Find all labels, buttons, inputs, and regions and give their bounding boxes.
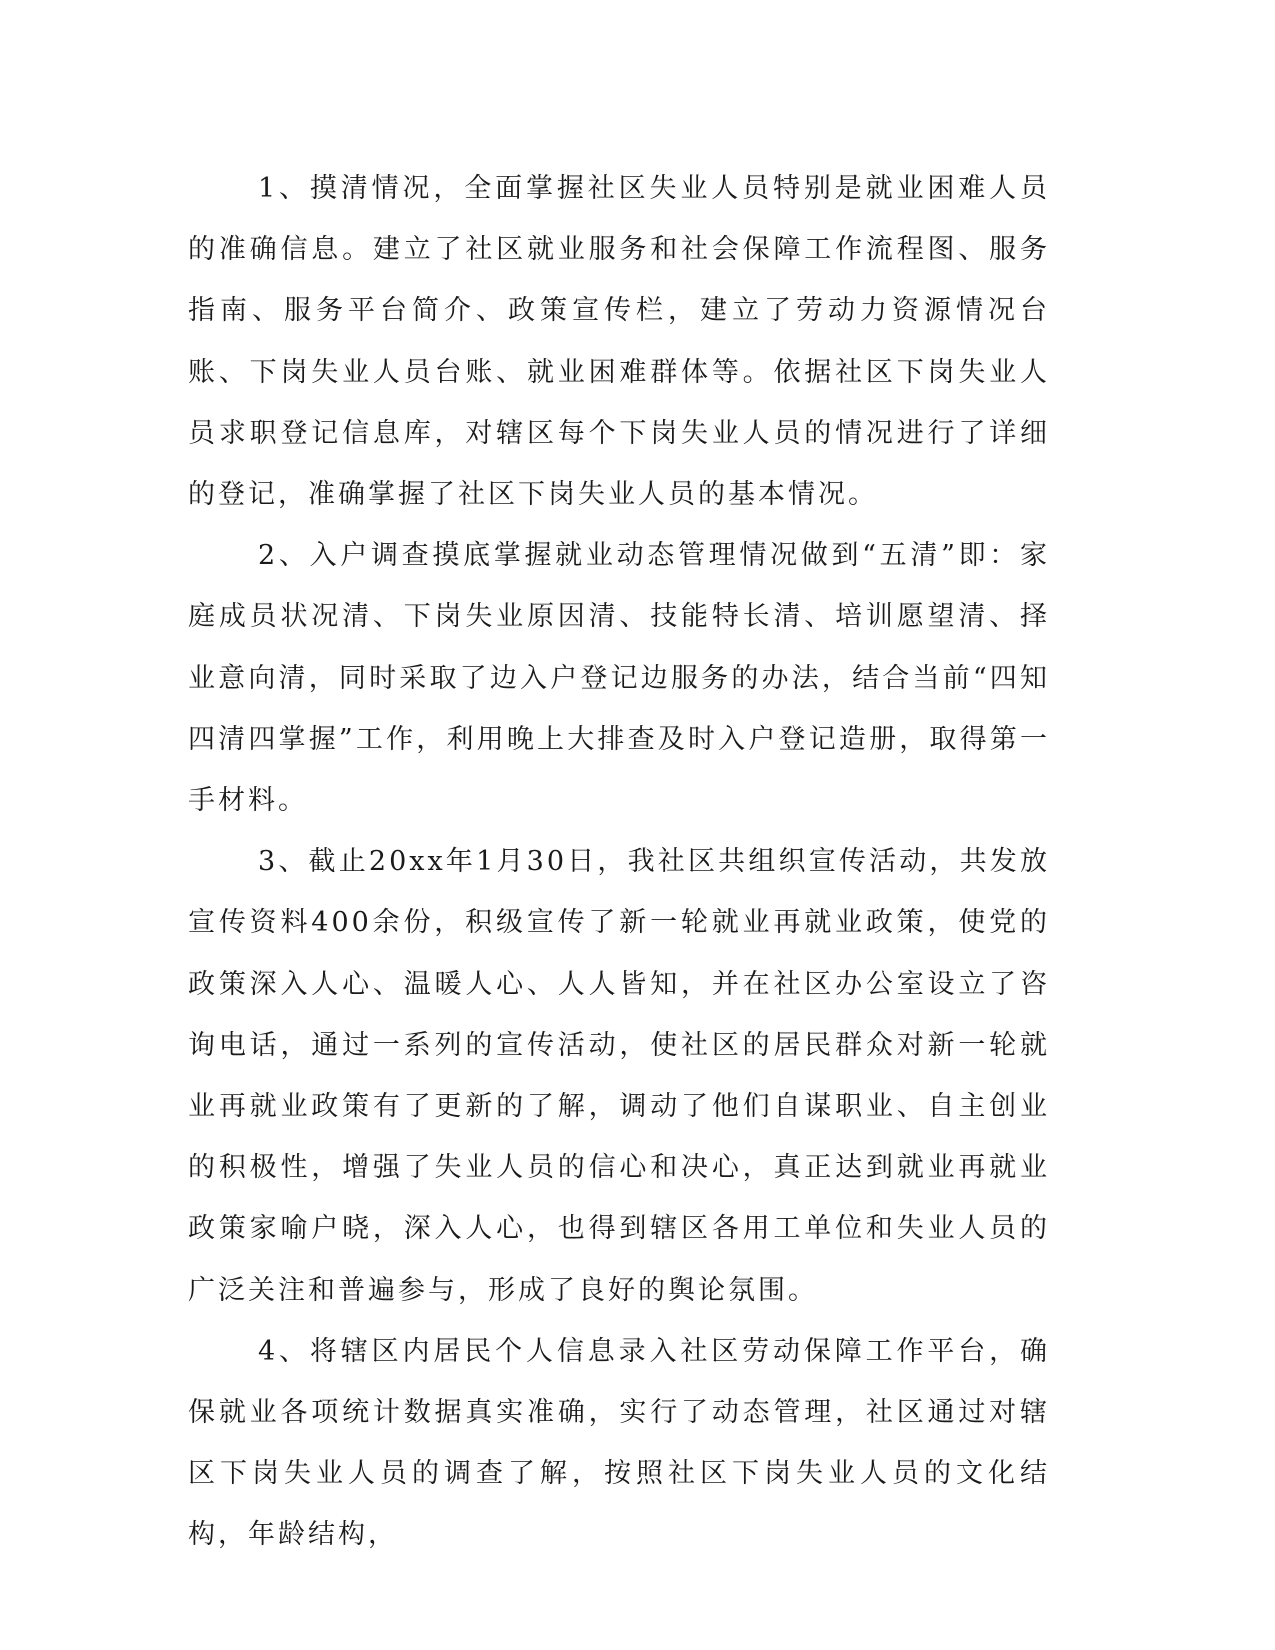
document-body	[188, 158, 1050, 1566]
paragraph-1: 1、摸清情况，全面掌握社区失业人员特别是就业困难人员的准确信息。建立了社区就业服务和社会保障工作流程图、服务指南、服务平台简介、政策宣传栏，建立了劳动力资源情况台账、下岗失业人员台账、就业困难群体等。依据社区下岗失业人员求职登记信息库，对辖区每个下岗失业人员的情况进行了详细的登记，准确掌握了社区下岗失业人员的基本情况。	[188, 173, 1050, 511]
paragraph-3: 3、截止20xx年1月30日，我社区共组织宣传活动，共发放宣传资料400余份，积级宣传了新一轮就业再就业政策，使党的政策深入人心、温暖人心、人人皆知，并在社区办公室设立了咨询电话，通过一系列的宣传活动，使社区的居民群众对新一轮就业再就业政策有了更新的了解，调动了他们自谋职业、自主创业的积极性，增强了失业人员的信心和决心，真正达到就业再就业政策家喻户晓，深入人心，也得到辖区各用工单位和失业人员的广泛关注和普遍参与，形成了良好的舆论氛围。	[188, 846, 1050, 1306]
paragraph-2: 2、入户调查摸底掌握就业动态管理情况做到“五清”即：家庭成员状况清、下岗失业原因清、技能特长清、培训愿望清、择业意向清，同时采取了边入户登记边服务的办法，结合当前“四知四清四掌握”工作，利用晚上大排查及时入户登记造册，取得第一手材料。	[188, 540, 1050, 817]
paragraph-4: 4、将辖区内居民个人信息录入社区劳动保障工作平台，确保就业各项统计数据真实准确，实行了动态管理，社区通过对辖区下岗失业人员的调查了解，按照社区下岗失业人员的文化结构，年龄结构，	[188, 1335, 1050, 1551]
